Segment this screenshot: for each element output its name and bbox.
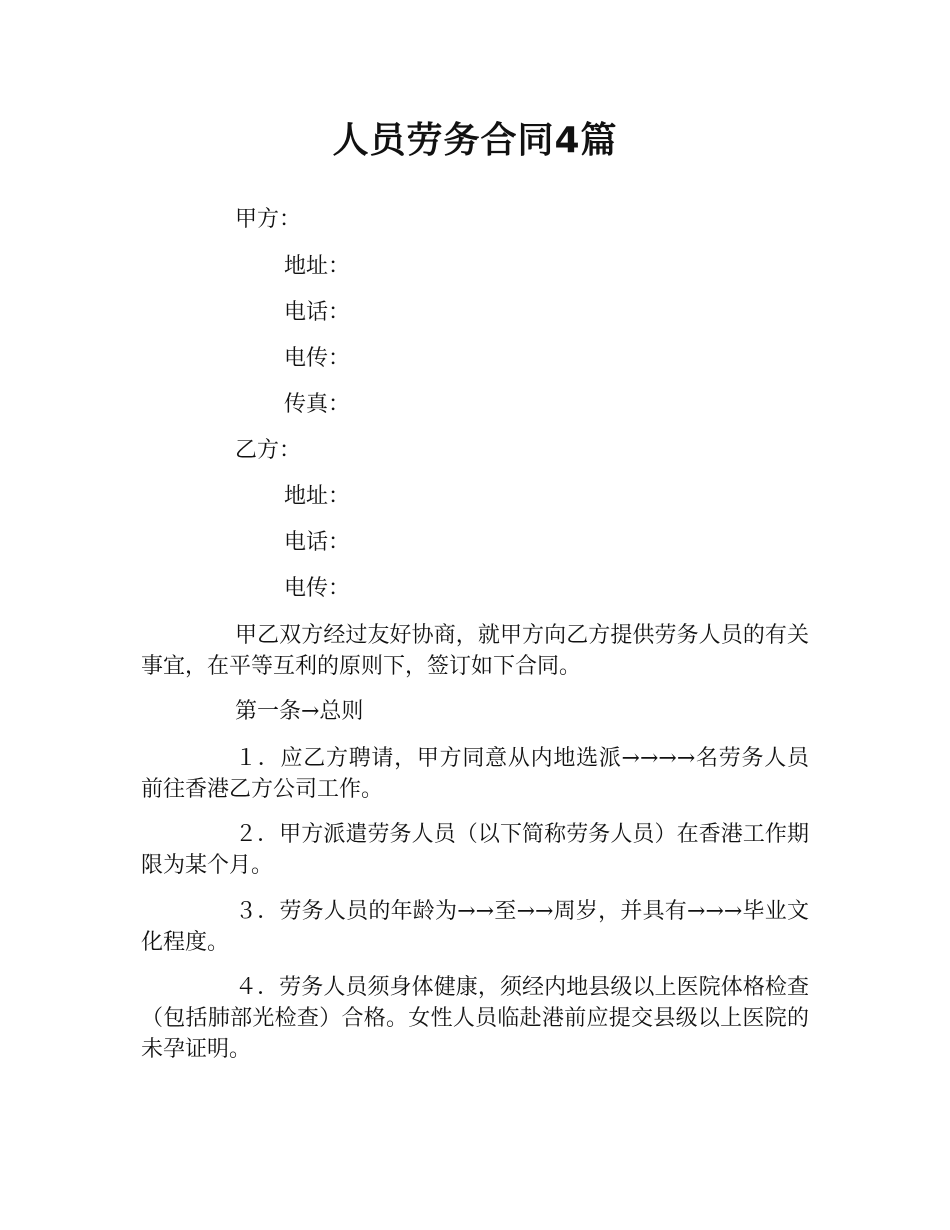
clause-2: ２．甲方派遣劳务人员（以下简称劳务人员）在香港工作期限为某个月。 [141,822,809,878]
clause-4: ４．劳务人员须身体健康，须经内地县级以上医院体格检查（包括肺部光检查）合格。女性人员临赴港前应提交县级以上医院的未孕证明。 [141,975,809,1062]
party-b-telex-field: 电传： [284,576,351,601]
clause-1: １．应乙方聘请，甲方同意从内地选派→→→→名劳务人员前往香港乙方公司工作。 [141,746,809,802]
party-a-fax-field: 传真： [284,392,351,417]
party-b-phone-field: 电话： [284,530,351,555]
party-b-label: 乙方： [235,438,302,463]
document-title: 人员劳务合同4篇 [332,120,618,161]
article-heading: 第一条→总则 [235,699,364,724]
party-a-label: 甲方： [235,207,302,232]
party-a-phone-field: 电话： [284,300,351,325]
party-b-address-field: 地址： [284,484,351,509]
intro-paragraph: 甲乙双方经过友好协商，就甲方向乙方提供劳务人员的有关事宜，在平等互利的原则下，签订如下合同。 [141,623,809,679]
party-a-telex-field: 电传： [284,346,351,371]
clause-3: ３．劳务人员的年龄为→→至→→周岁，并具有→→→毕业文化程度。 [141,899,809,955]
party-a-address-field: 地址： [284,254,351,279]
